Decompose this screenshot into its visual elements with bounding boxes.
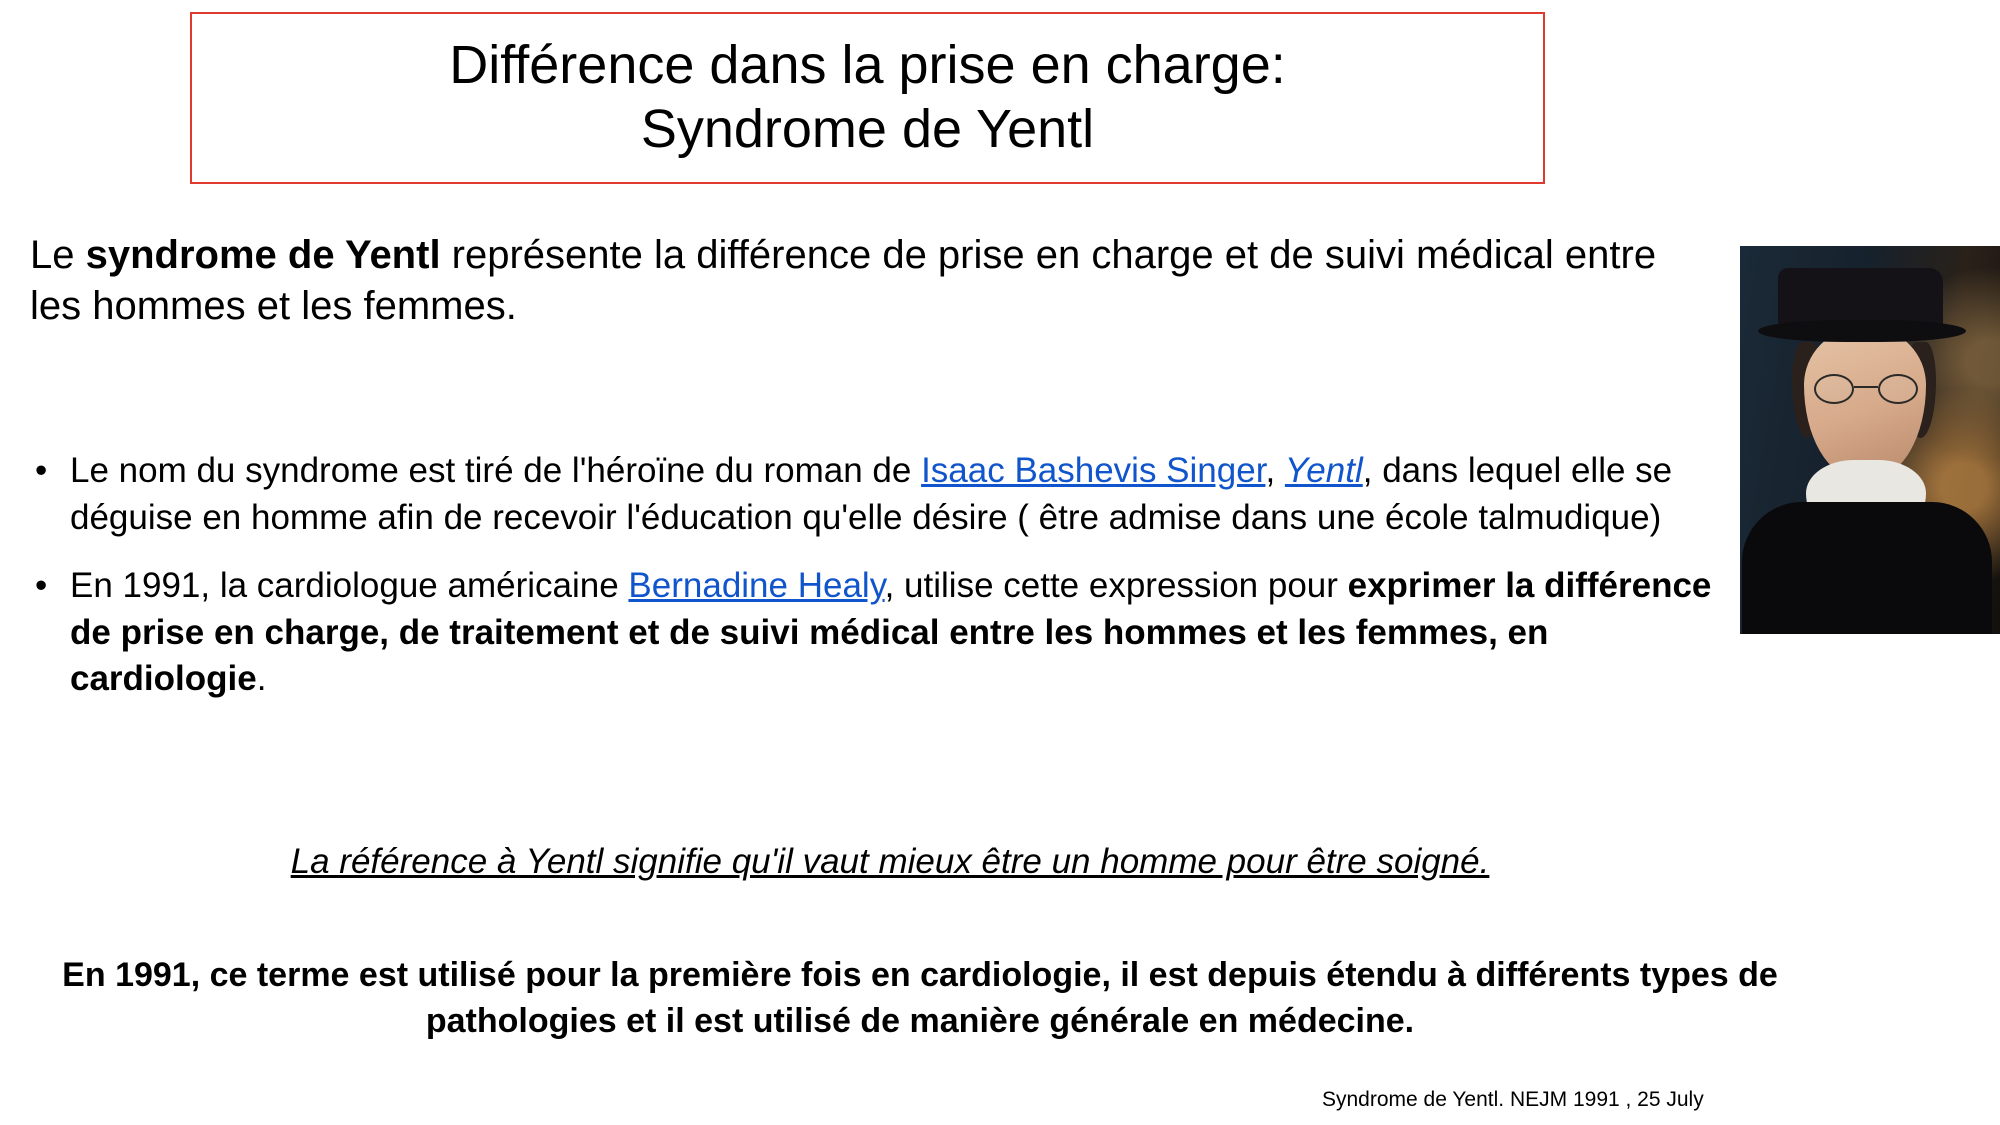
link-isaac-bashevis-singer[interactable]: Isaac Bashevis Singer	[921, 451, 1266, 490]
list-item	[30, 448, 1720, 541]
intro-bold-term: syndrome de Yentl	[85, 233, 441, 277]
closing-paragraph: En 1991, ce terme est utilisé pour la première fois en cardiologie, il est depuis étendu à différents types de pathologies et il est utilisé de manière générale en médecine.	[62, 956, 1778, 1041]
slide-title-line-2: Syndrome de Yentl	[640, 99, 1095, 159]
intro-prefix: Le	[30, 233, 86, 277]
bullet-1-text-part-2: ,	[1265, 451, 1285, 490]
image-glasses-left-lens	[1814, 374, 1854, 404]
slide-title-line-1: Différence dans la prise en charge:	[449, 35, 1286, 96]
link-bernadine-healy[interactable]: Bernadine Healy	[628, 566, 885, 606]
bullet-1-text-part-3: , dans lequel elle se déguise en homme afin de recevoir l'éducation qu'elle désire ( être admise dans une école talmudique)	[70, 451, 1673, 537]
emphasis-statement: La référence à Yentl signifie qu'il vaut mieux être un homme pour être soigné.	[290, 842, 1490, 881]
bullet-2-bold-phrase: exprimer la différence de prise en charge, de traitement et de suivi médical entre les hommes et les femmes, en cardiologie	[70, 566, 1712, 699]
bullet-list	[30, 448, 1720, 725]
bullet-2-text-part-3: .	[256, 659, 267, 699]
intro-paragraph	[30, 230, 1690, 332]
intro-suffix: représente la différence de prise en charge et de suivi médical entre les hommes et les femmes.	[30, 233, 1657, 329]
list-item	[30, 563, 1720, 703]
image-glasses	[1810, 374, 1922, 400]
image-hat-brim	[1758, 320, 1966, 342]
bullet-1-text-part-1: Le nom du syndrome est tiré de l'héroïne du roman de	[70, 451, 922, 490]
link-yentl[interactable]: Yentl	[1284, 451, 1363, 490]
image-glasses-right-lens	[1878, 374, 1918, 404]
image-glasses-bridge	[1854, 386, 1878, 388]
source-citation: Syndrome de Yentl. NEJM 1991 , 25 July	[1322, 1088, 1704, 1111]
slide-title-box	[190, 12, 1545, 184]
bullet-2-text-part-1: En 1991, la cardiologue américaine	[70, 566, 629, 606]
image-coat	[1742, 502, 1992, 634]
bullet-2-text-part-2: , utilise cette expression pour	[884, 566, 1348, 606]
yentl-film-image	[1740, 246, 2000, 634]
